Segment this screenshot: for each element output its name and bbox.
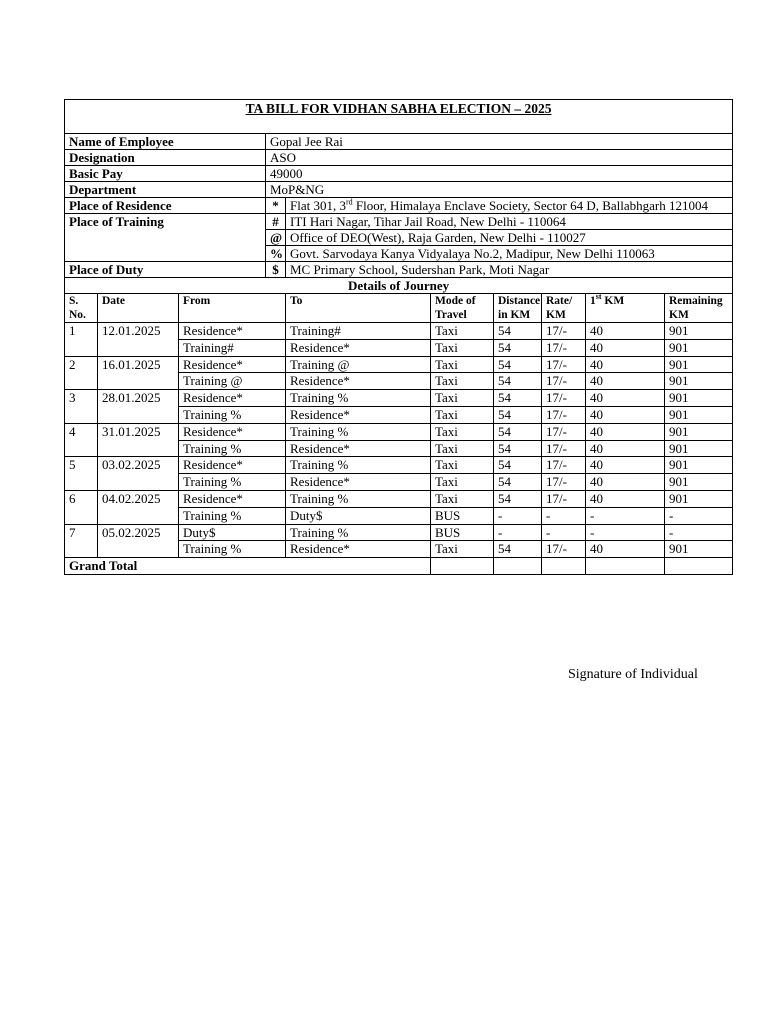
residence-address: [286, 198, 733, 214]
journey-mode: Taxi: [431, 323, 494, 340]
journey-to: Residence*: [286, 541, 431, 558]
journey-rate: 17/-: [542, 373, 586, 390]
journey-mode: Taxi: [431, 457, 494, 474]
grand-total-row: [65, 558, 733, 575]
journey-first-km: 40: [586, 490, 665, 507]
training-symbol-2: @: [266, 230, 286, 246]
journey-rate: 17/-: [542, 490, 586, 507]
journey-heading: Details of Journey: [65, 278, 733, 294]
journey-distance: 54: [494, 490, 542, 507]
journey-distance: 54: [494, 457, 542, 474]
col-first-km-header: [586, 294, 665, 323]
journey-row: [65, 490, 733, 507]
journey-mode: Taxi: [431, 390, 494, 407]
journey-mode: Taxi: [431, 474, 494, 491]
training-label: Place of Training: [65, 214, 266, 262]
journey-remaining-km: 901: [665, 356, 733, 373]
grand-total-label: Grand Total: [65, 558, 431, 575]
journey-date: 28.01.2025: [98, 390, 179, 424]
journey-first-km: 40: [586, 390, 665, 407]
col-rate-header: Rate/ KM: [542, 294, 586, 323]
title-spacer: [65, 119, 733, 134]
residence-address-part1: Flat 301, 3: [290, 198, 346, 213]
journey-first-km: 40: [586, 423, 665, 440]
journey-mode: Taxi: [431, 356, 494, 373]
journey-first-km: 40: [586, 440, 665, 457]
ta-bill-table: [64, 99, 733, 575]
journey-rate: 17/-: [542, 390, 586, 407]
training-address-3: Govt. Sarvodaya Kanya Vidyalaya No.2, Madipur, New Delhi 110063: [286, 246, 733, 262]
journey-distance: 54: [494, 373, 542, 390]
journey-mode: Taxi: [431, 440, 494, 457]
journey-date: 05.02.2025: [98, 524, 179, 558]
journey-mode: Taxi: [431, 406, 494, 423]
journey-rate: 17/-: [542, 541, 586, 558]
journey-from: Duty$: [179, 524, 286, 541]
journey-first-km: 40: [586, 406, 665, 423]
journey-remaining-km: 901: [665, 339, 733, 356]
journey-from: Training %: [179, 406, 286, 423]
col-mode-header: Mode of Travel: [431, 294, 494, 323]
duty-label: Place of Duty: [65, 262, 266, 278]
journey-rate: -: [542, 507, 586, 524]
journey-remaining-km: -: [665, 524, 733, 541]
journey-to: Residence*: [286, 474, 431, 491]
duty-address: MC Primary School, Sudershan Park, Moti Nagar: [286, 262, 733, 278]
journey-to: Training %: [286, 457, 431, 474]
journey-distance: 54: [494, 541, 542, 558]
journey-to: Residence*: [286, 373, 431, 390]
journey-first-km: 40: [586, 323, 665, 340]
journey-from: Training#: [179, 339, 286, 356]
journey-mode: Taxi: [431, 541, 494, 558]
journey-from: Training %: [179, 440, 286, 457]
residence-address-part2: Floor, Himalaya Enclave Society, Sector 64 D, Ballabhgarh 121004: [352, 198, 708, 213]
journey-rate: 17/-: [542, 474, 586, 491]
journey-rate: 17/-: [542, 339, 586, 356]
journey-date: 12.01.2025: [98, 323, 179, 357]
journey-mode: BUS: [431, 507, 494, 524]
training-address-2: Office of DEO(West), Raja Garden, New Delhi - 110027: [286, 230, 733, 246]
journey-remaining-km: 901: [665, 474, 733, 491]
duty-symbol: $: [266, 262, 286, 278]
journey-distance: -: [494, 507, 542, 524]
journey-first-km: -: [586, 507, 665, 524]
residence-label: Place of Residence: [65, 198, 266, 214]
journey-remaining-km: 901: [665, 373, 733, 390]
journey-rate: 17/-: [542, 323, 586, 340]
col-first-km-num: 1: [590, 295, 596, 307]
training-symbol-3: %: [266, 246, 286, 262]
col-remaining-header: Remaining KM: [665, 294, 733, 323]
journey-rate: 17/-: [542, 423, 586, 440]
journey-to: Training#: [286, 323, 431, 340]
journey-rate: -: [542, 524, 586, 541]
journey-sno: 2: [65, 356, 98, 390]
journey-from: Training %: [179, 541, 286, 558]
journey-mode: Taxi: [431, 423, 494, 440]
journey-remaining-km: 901: [665, 490, 733, 507]
basic-pay-label: Basic Pay: [65, 166, 266, 182]
journey-remaining-km: 901: [665, 323, 733, 340]
name-label: Name of Employee: [65, 134, 266, 150]
journey-date: 03.02.2025: [98, 457, 179, 491]
journey-distance: 54: [494, 390, 542, 407]
col-first-km-sup: st: [595, 293, 602, 302]
journey-first-km: -: [586, 524, 665, 541]
journey-distance: 54: [494, 474, 542, 491]
journey-row: [65, 457, 733, 474]
residence-address-sup: rd: [345, 197, 353, 207]
journey-from: Training %: [179, 474, 286, 491]
journey-to: Residence*: [286, 406, 431, 423]
journey-from: Residence*: [179, 457, 286, 474]
ta-bill-document: [64, 99, 732, 575]
signature-label: Signature of Individual: [568, 667, 698, 682]
grand-total-empty-distance: [494, 558, 542, 575]
journey-mode: BUS: [431, 524, 494, 541]
journey-distance: 54: [494, 423, 542, 440]
employee-name: Gopal Jee Rai: [266, 134, 733, 150]
journey-date: 16.01.2025: [98, 356, 179, 390]
journey-first-km: 40: [586, 541, 665, 558]
col-sno-header: S. No.: [65, 294, 98, 323]
grand-total-empty-mode: [431, 558, 494, 575]
journey-row: [65, 323, 733, 340]
col-from-header: From: [179, 294, 286, 323]
journey-sno: 6: [65, 490, 98, 524]
department-label: Department: [65, 182, 266, 198]
department-value: MoP&NG: [266, 182, 733, 198]
basic-pay-value: 49000: [266, 166, 733, 182]
journey-mode: Taxi: [431, 490, 494, 507]
journey-to: Residence*: [286, 440, 431, 457]
journey-remaining-km: 901: [665, 390, 733, 407]
journey-from: Training %: [179, 507, 286, 524]
journey-distance: 54: [494, 406, 542, 423]
grand-total-empty-remaining: [665, 558, 733, 575]
journey-row: [65, 356, 733, 373]
col-date-header: Date: [98, 294, 179, 323]
journey-from: Training @: [179, 373, 286, 390]
col-to-header: To: [286, 294, 431, 323]
journey-mode: Taxi: [431, 373, 494, 390]
journey-distance: 54: [494, 323, 542, 340]
journey-sno: 4: [65, 423, 98, 457]
journey-first-km: 40: [586, 373, 665, 390]
col-first-km-unit: KM: [601, 295, 625, 307]
journey-to: Training %: [286, 490, 431, 507]
grand-total-empty-rate: [542, 558, 586, 575]
journey-remaining-km: 901: [665, 440, 733, 457]
journey-rate: 17/-: [542, 457, 586, 474]
journey-remaining-km: 901: [665, 457, 733, 474]
journey-to: Residence*: [286, 339, 431, 356]
journey-row: [65, 524, 733, 541]
journey-distance: 54: [494, 339, 542, 356]
journey-from: Residence*: [179, 323, 286, 340]
journey-first-km: 40: [586, 356, 665, 373]
designation-value: ASO: [266, 150, 733, 166]
journey-sno: 7: [65, 524, 98, 558]
journey-distance: 54: [494, 440, 542, 457]
journey-to: Duty$: [286, 507, 431, 524]
grand-total-empty-first: [586, 558, 665, 575]
journey-remaining-km: 901: [665, 423, 733, 440]
journey-to: Training %: [286, 423, 431, 440]
journey-remaining-km: 901: [665, 406, 733, 423]
bill-title: TA BILL FOR VIDHAN SABHA ELECTION – 2025: [65, 100, 733, 120]
journey-first-km: 40: [586, 474, 665, 491]
training-symbol-1: #: [266, 214, 286, 230]
col-distance-header: Distance in KM: [494, 294, 542, 323]
training-address-1: ITI Hari Nagar, Tihar Jail Road, New Delhi - 110064: [286, 214, 733, 230]
journey-date: 04.02.2025: [98, 490, 179, 524]
journey-first-km: 40: [586, 457, 665, 474]
journey-to: Training %: [286, 390, 431, 407]
journey-rate: 17/-: [542, 440, 586, 457]
journey-sno: 3: [65, 390, 98, 424]
journey-to: Training @: [286, 356, 431, 373]
designation-label: Designation: [65, 150, 266, 166]
journey-remaining-km: 901: [665, 541, 733, 558]
journey-mode: Taxi: [431, 339, 494, 356]
journey-distance: -: [494, 524, 542, 541]
journey-rate: 17/-: [542, 406, 586, 423]
journey-row: [65, 423, 733, 440]
journey-first-km: 40: [586, 339, 665, 356]
journey-sno: 1: [65, 323, 98, 357]
journey-from: Residence*: [179, 423, 286, 440]
journey-from: Residence*: [179, 356, 286, 373]
journey-to: Training %: [286, 524, 431, 541]
journey-date: 31.01.2025: [98, 423, 179, 457]
journey-from: Residence*: [179, 390, 286, 407]
journey-sno: 5: [65, 457, 98, 491]
journey-remaining-km: -: [665, 507, 733, 524]
journey-row: [65, 390, 733, 407]
journey-distance: 54: [494, 356, 542, 373]
journey-from: Residence*: [179, 490, 286, 507]
journey-rate: 17/-: [542, 356, 586, 373]
residence-symbol: *: [266, 198, 286, 214]
